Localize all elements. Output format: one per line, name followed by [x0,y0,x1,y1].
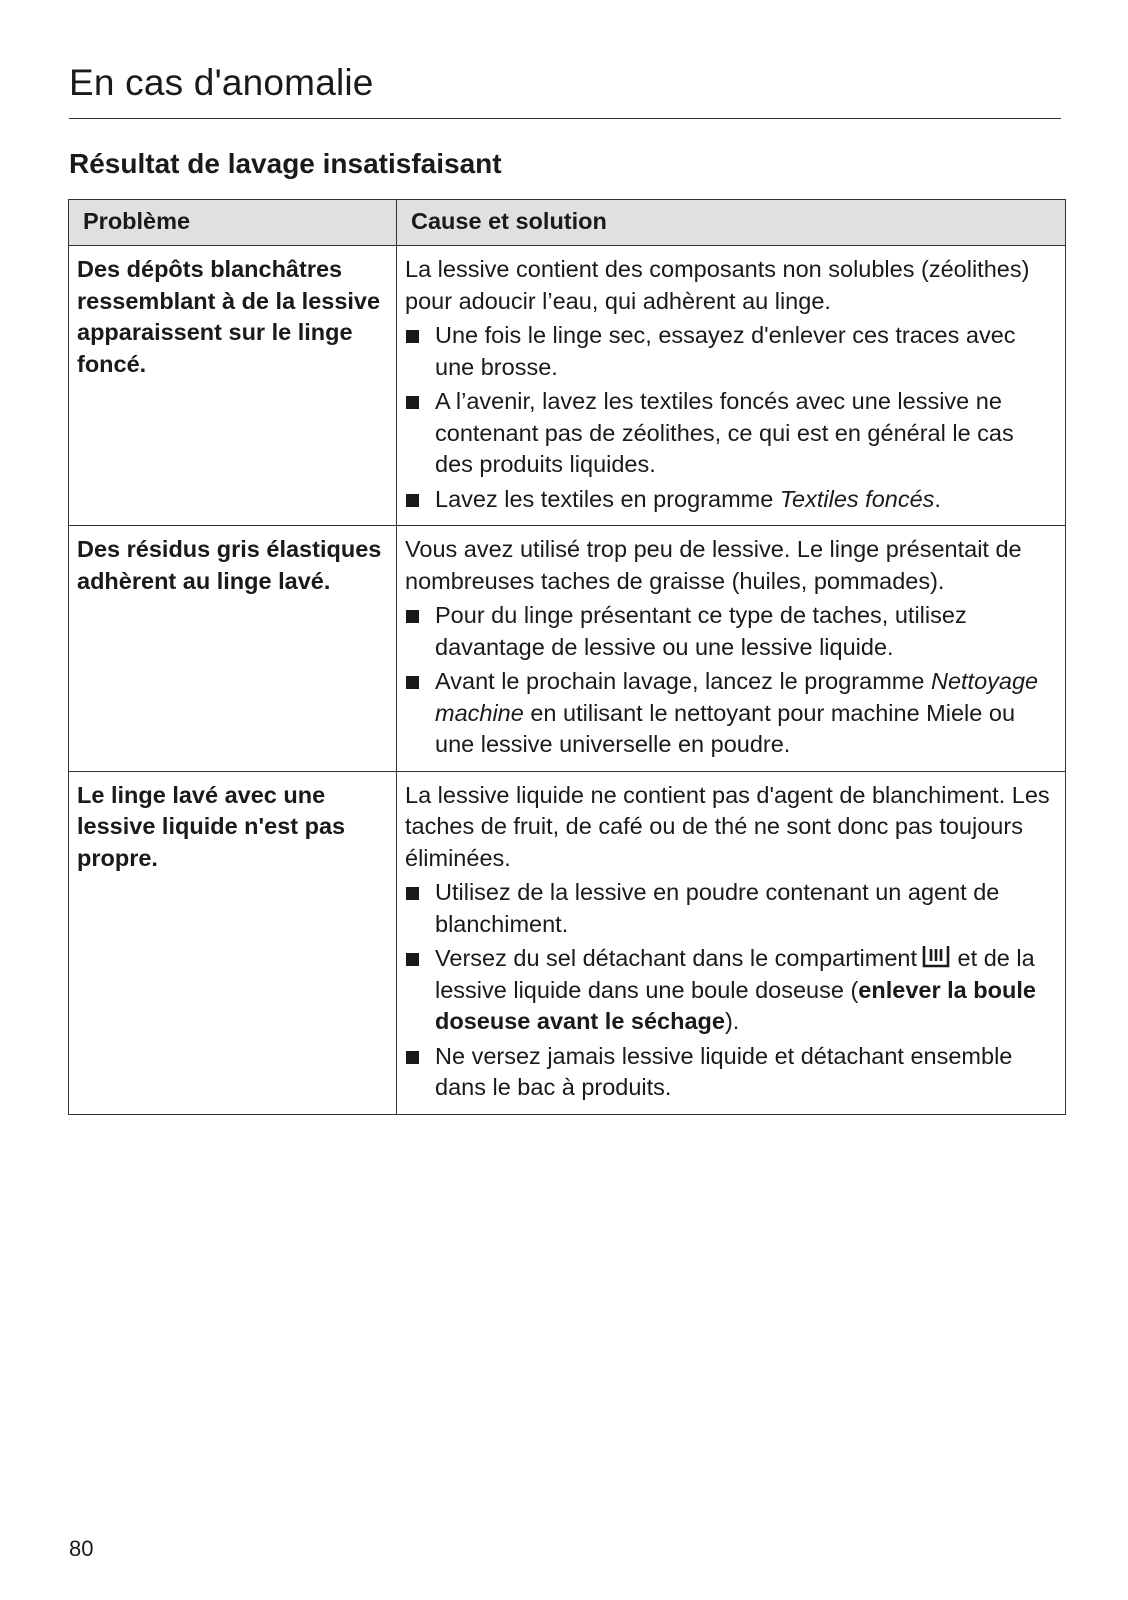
problem-cell: Des résidus gris élastiques adhèrent au linge lavé. [69,526,397,772]
square-bullet-icon [406,887,419,900]
solution-list [405,320,1055,515]
page-number: 80 [69,1536,94,1561]
table-row [69,246,1066,526]
page-title: En cas d'anomalie [69,62,374,103]
solution-item: Pour du linge présentant ce type de taches, utilisez davantage de lessive ou une lessive liquide. [405,600,1055,663]
problem-cell: Des dépôts blanchâtres ressemblant à de la lessive apparaissent sur le linge foncé. [69,246,397,526]
solution-item: Ne versez jamais lessive liquide et détachant ensemble dans le bac à produits. [405,1041,1055,1104]
square-bullet-icon [406,396,419,409]
cause-text: La lessive liquide ne contient pas d'agent de blanchiment. Les taches de fruit, de café ou de thé ne sont donc pas toujours éliminées. [405,781,1050,871]
table-header-row [69,200,1066,246]
solution-item: Avant le prochain lavage, lancez le programme Nettoyage machine en utilisant le nettoyant pour machine Miele ou une lessive universelle en poudre. [405,666,1055,761]
square-bullet-icon [406,953,419,966]
square-bullet-icon [406,676,419,689]
warning-emphasis: enlever la boule doseuse avant le séchage [435,976,1036,1034]
troubleshooting-table [68,199,1066,1115]
solution-list [405,600,1055,761]
cause-cell [397,526,1066,772]
solution-item: Lavez les textiles en programme Textiles foncés. [405,484,1055,516]
cause-cell [397,246,1066,526]
program-name: Textiles foncés [779,485,935,512]
cause-text: Vous avez utilisé trop peu de lessive. Le linge présentait de nombreuses taches de graisse (huiles, pommades). [405,536,1022,594]
square-bullet-icon [406,330,419,343]
column-header-cause: Cause et solution [397,200,1066,246]
solution-item: Utilisez de la lessive en poudre contenant un agent de blanchiment. [405,877,1055,940]
cause-text: La lessive contient des composants non solubles (zéolithes) pour adoucir l’eau, qui adhèrent au linge. [405,256,1030,314]
cause-cell [397,771,1066,1114]
solution-list [405,877,1055,1104]
title-divider [69,118,1061,119]
problem-cell: Le linge lavé avec une lessive liquide n'est pas propre. [69,771,397,1114]
section-title: Résultat de lavage insatisfaisant [69,148,502,179]
table-row [69,526,1066,772]
solution-item: Versez du sel détachant dans le compartiment et de la lessive liquide dans une boule doseuse (enlever la boule doseuse avant le séchage). [405,943,1055,1038]
solution-item: Une fois le linge sec, essayez d'enlever ces traces avec une brosse. [405,320,1055,383]
dispenser-compartment-icon [921,944,951,970]
column-header-problem: Problème [69,200,397,246]
program-name: Nettoyage machine [435,668,1039,726]
square-bullet-icon [406,1051,419,1064]
table-row [69,771,1066,1114]
square-bullet-icon [406,610,419,623]
solution-item: A l’avenir, lavez les textiles foncés avec une lessive ne contenant pas de zéolithes, ce qui est en général le cas des produits liquides. [405,386,1055,481]
square-bullet-icon [406,494,419,507]
